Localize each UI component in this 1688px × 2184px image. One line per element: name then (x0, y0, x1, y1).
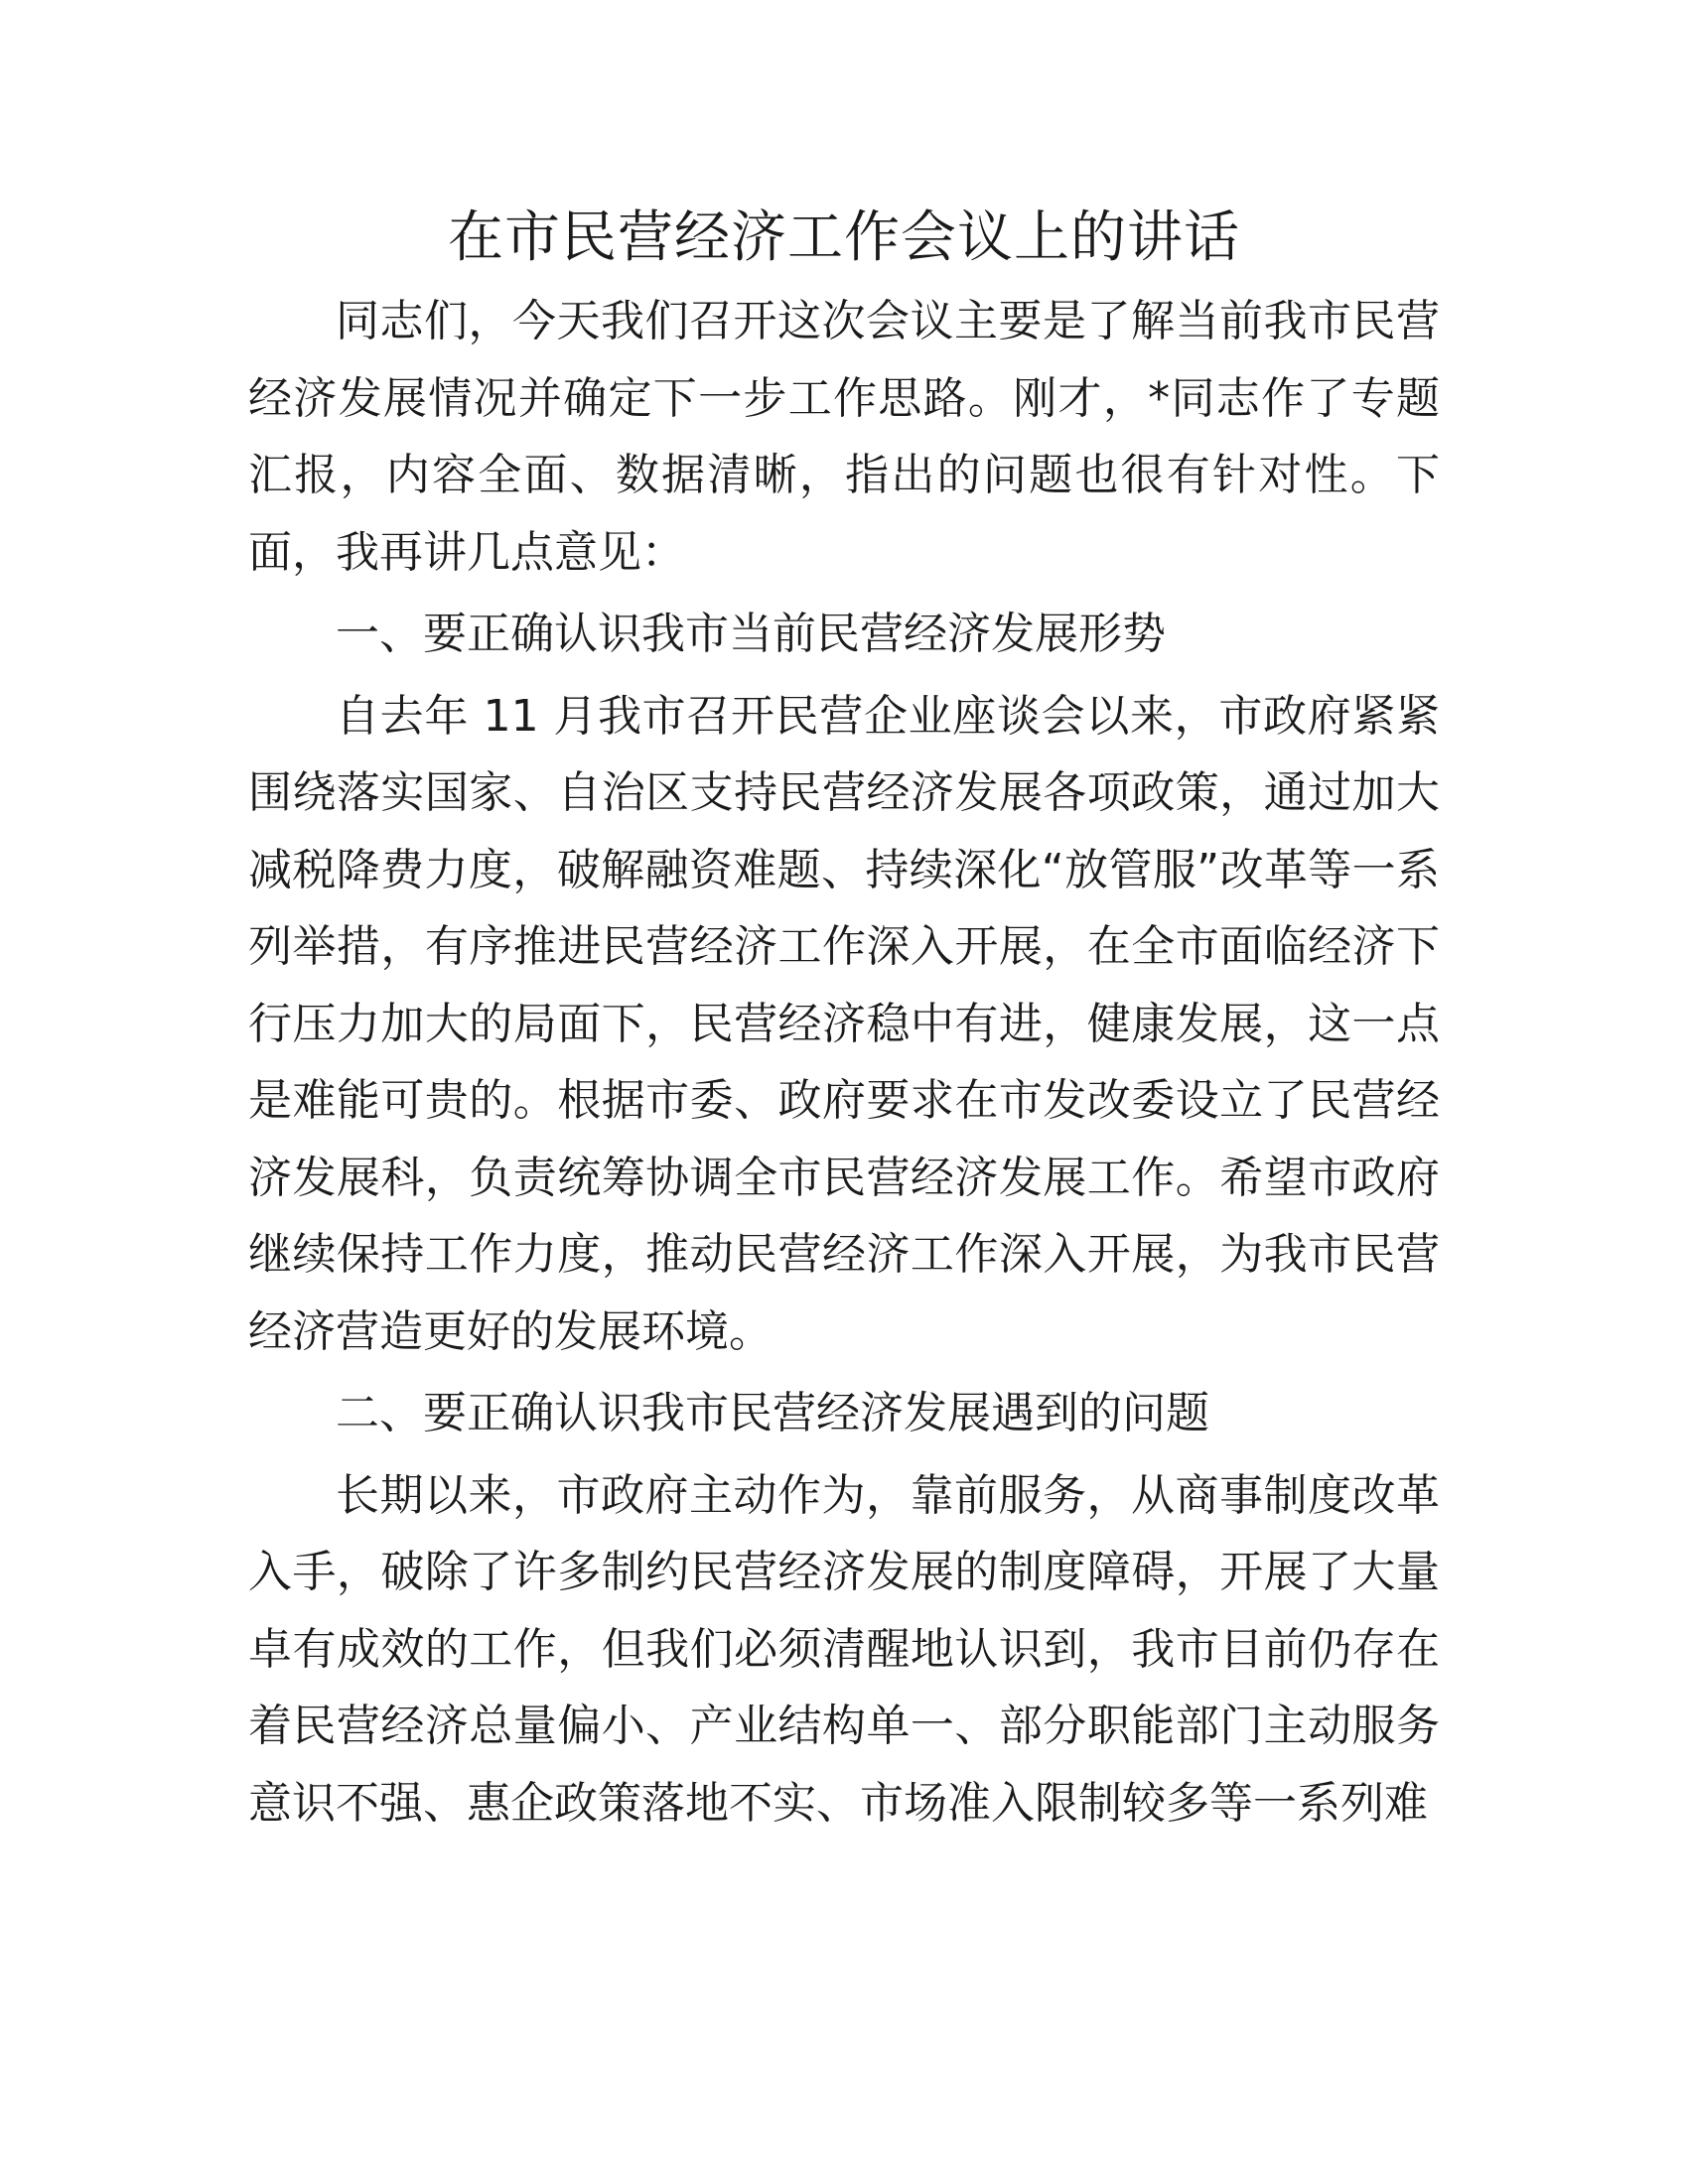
section-2-heading: 二、要正确认识我市民营经济发展遇到的问题 (336, 1388, 1209, 1438)
section-1-heading: 一、要正确认识我市当前民营经济发展形势 (336, 609, 1166, 659)
document-title: 在市民营经济工作会议上的讲话 (448, 205, 1240, 270)
section-2-paragraph: 长期以来，市政府主动作为，靠前服务，从商事制度改革入手，破除了许多制约民营经济发展的制度障碍，开展了大量卓有成效的工作，但我们必须清醒地认识到，我市目前仍存在着民营经济总量偏小、产业结构单一、部分职能部门主动服务意识不强、惠企政策落地不实、市场准入限制较多等一系列难 (248, 1469, 1440, 1829)
section-1-paragraph: 自去年 11 月我市召开民营企业座谈会以来，市政府紧紧围绕落实国家、自治区支持民营经济发展各项政策，通过加大减税降费力度，破解融资难题、持续深化“放管服”改革等一系列举措，有序推进民营经济工作深入开展，在全市面临经济下行压力加大的局面下，民营经济稳中有进，健康发展，这一点是难能可贵的。根据市委、政府要求在市发改委设立了民营经济发展科，负责统筹协调全市民营经济发展工作。希望市政府继续保持工作力度，推动民营经济工作深入开展，为我市民营经济营造更好的发展环境。 (248, 690, 1440, 1357)
document-page (248, 194, 1440, 1842)
intro-paragraph: 同志们，今天我们召开这次会议主要是了解当前我市民营经济发展情况并确定下一步工作思路。刚才，*同志作了专题汇报，内容全面、数据清晰，指出的问题也很有针对性。下面，我再讲几点意见： (248, 296, 1440, 578)
